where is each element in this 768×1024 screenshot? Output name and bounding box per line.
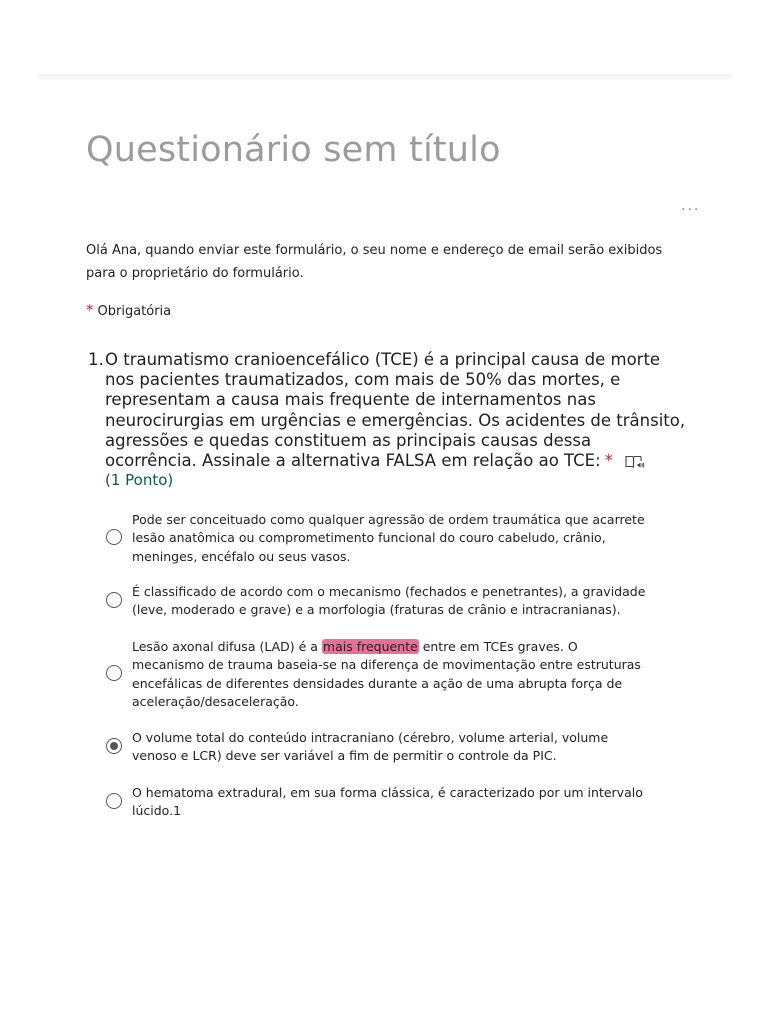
option-text: É classificado de acordo com o mecanismo (fechados e penetrantes), a gravidade (leve, moderado e grave) e a morfologia (fraturas de crânio e intracranianas). [132,584,646,618]
question-points: (1 Ponto) [105,471,174,490]
radio-button[interactable] [106,592,122,608]
form-title: Questionário sem título [86,130,501,170]
question-1 [88,350,688,489]
radio-button[interactable] [106,665,122,681]
question-text: O traumatismo cranioencefálico (TCE) é a principal causa de morte nos pacientes traumatizados, com mais de 50% das mortes, e representam a causa mais frequente de internamentos nas neurocirurgias em urgências e emergências. Os acidentes de trânsito, agressões e quedas constituem as principais causas dessa ocorrência. Assinale a alternativa FALSA em relação ao TCE: [105,350,686,471]
radio-button[interactable] [106,529,122,545]
form-top-border [38,74,732,80]
option-text: O volume total do conteúdo intracraniano (cérebro, volume arterial, volume venoso e LCR) deve ser variável a fim de permitir o controle da PIC. [132,730,609,764]
question-text-block [105,350,688,471]
option-text: O hematoma extradural, em sua forma clássica, é caracterizado por um intervalo lúcido.1 [132,785,643,819]
radio-button[interactable] [106,793,122,809]
required-star: * [86,301,94,319]
more-options-icon[interactable]: ... [681,198,701,214]
option-text: Pode ser conceituado como qualquer agressão de ordem traumática que acarrete lesão anatômica ou comprometimento funcional do couro cabeludo, crânio, meninges, encéfalo ou seus vasos. [132,512,645,564]
radio-button-selected[interactable] [106,738,122,754]
option-text [132,638,652,711]
required-label: Obrigatória [97,304,172,319]
question-required-star: * [604,451,613,471]
required-legend [86,301,171,319]
option-text-end: entre em TCEs graves. O mecanismo de trauma baseia-se na diferença de movimentação entre estruturas encefálicas de diferentes densidades durante a ação de uma abrupta força de aceleração/desaceleração. [132,639,641,709]
immersive-reader-icon[interactable] [625,454,645,468]
option-text-start: Lesão axonal difusa (LAD) é a [132,639,322,654]
identity-notice: Olá Ana, quando enviar este formulário, o seu nome e endereço de email serão exibidos para o proprietário do formulário. [86,243,663,281]
highlighted-text: mais frequente [322,639,418,654]
question-number: 1. [88,350,104,369]
